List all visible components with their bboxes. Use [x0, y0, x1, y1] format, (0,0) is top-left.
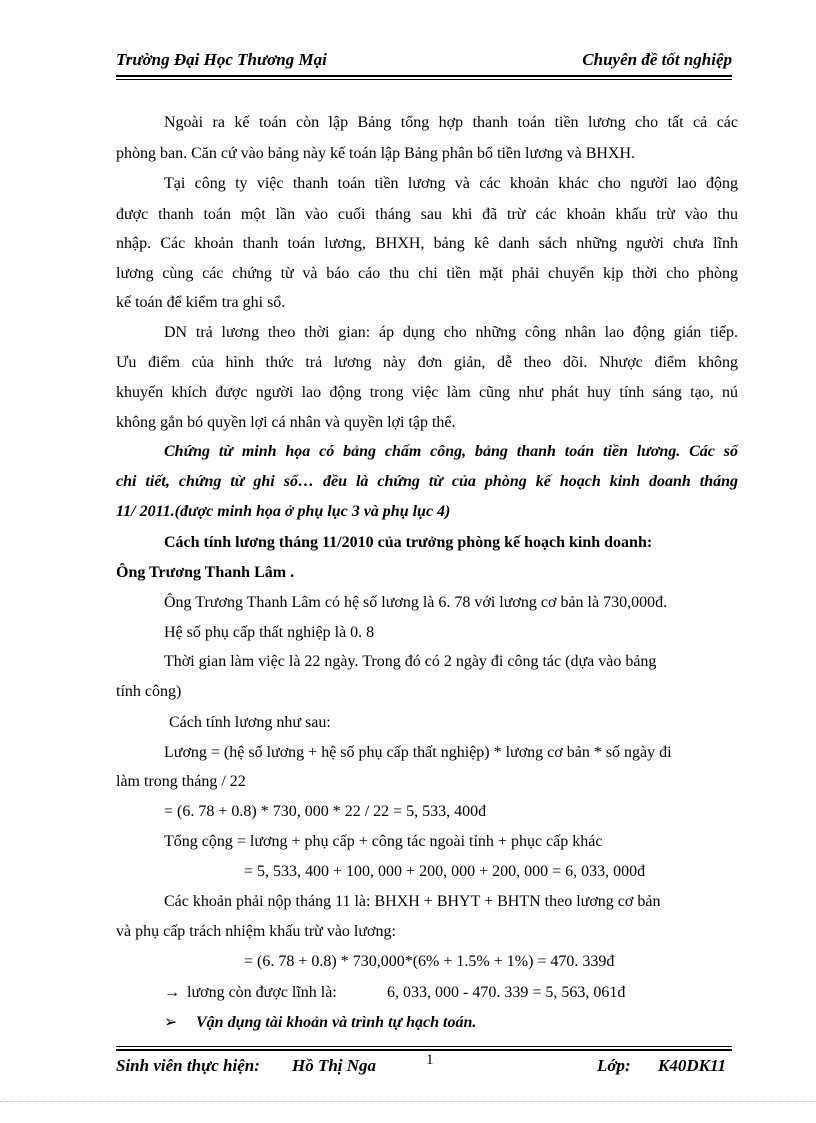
footer-class-value: K40DK11 [658, 1056, 727, 1075]
section-heading-name: Ông Trương Thanh Lâm . [116, 564, 295, 581]
text-line-emphasis: chi tiết, chứng từ ghi sổ… đều là chứng từ của phòng kế hoạch kinh doanh tháng [116, 473, 738, 490]
page-boundary [0, 1101, 816, 1102]
text-line-emphasis: 11/ 2011.(được minh họa ở phụ lục 3 và phụ lục 4) [116, 503, 451, 520]
text-line: được thanh toán một lần vào cuối tháng sau khi đã trừ các khoản khấu trừ vào thu [116, 206, 738, 223]
text-line: Ưu điểm của hình thức trả lương này đơn giản, dễ theo dõi. Nhược điểm không [116, 354, 738, 371]
text-line: nhập. Các khoản thanh toán lương, BHXH, bảng kê danh sách những người chưa lĩnh [116, 235, 738, 252]
text-line: lương còn được lĩnh là: [187, 984, 337, 1001]
footer-student-label: Sinh viên thực hiện: [116, 1056, 260, 1075]
header-document-type: Chuyên đề tốt nghiệp [582, 50, 732, 69]
formula-line: Tổng cộng = lương + phụ cấp + công tác ngoài tỉnh + phục cấp khác [164, 833, 603, 850]
text-line-emphasis: Chứng từ minh họa có bảng chấm công, bảng thanh toán tiền lương. Các sổ [164, 443, 738, 460]
text-line: kế toán để kiểm tra ghi sổ. [116, 294, 286, 311]
text-line: tính công) [116, 683, 182, 700]
page-number: 1 [426, 1052, 434, 1068]
text-line: Tại công ty việc thanh toán tiền lương và các khoản khác cho người lao động [164, 175, 738, 192]
text-line: và phụ cấp trách nhiệm khấu trừ vào lương: [116, 923, 396, 940]
text-line: Thời gian làm việc là 22 ngày. Trong đó có 2 ngày đi công tác (dựa vào bảng [164, 653, 657, 670]
arrow-icon: → [164, 984, 180, 1001]
text-line: lương cùng các chứng từ và báo cáo thu chi tiền mặt phải chuyển kịp thời cho phòng [116, 265, 738, 282]
text-line: Cách tính lương như sau: [169, 714, 331, 731]
header-rule [116, 75, 732, 77]
text-line: Ngoài ra kế toán còn lập Bảng tổng hợp thanh toán tiền lương cho tất cả các [164, 114, 738, 131]
footer-rule-thin [116, 1046, 732, 1047]
page-header [116, 48, 732, 74]
formula-line: 6, 033, 000 - 470. 339 = 5, 563, 061đ [387, 984, 626, 1001]
text-line: khuyến khích được người lao động trong việc làm cũng như phát huy tính sáng tạo, nú [116, 384, 738, 401]
formula-line: = (6. 78 + 0.8) * 730, 000 * 22 / 22 = 5, 533, 400đ [164, 803, 487, 820]
section-heading: Cách tính lương tháng 11/2010 của trưởng phòng kế hoạch kinh doanh: [164, 534, 653, 551]
text-line: phòng ban. Căn cứ vào bảng này kế toán lập Bảng phân bổ tiền lương và BHXH. [116, 145, 636, 162]
formula-line: = (6. 78 + 0.8) * 730,000*(6% + 1.5% + 1%) = 470. 339đ [244, 953, 615, 970]
subsection-heading: Vận dụng tài khoản và trình tự hạch toán. [196, 1014, 477, 1031]
formula-line: = 5, 533, 400 + 100, 000 + 200, 000 + 200, 000 = 6, 033, 000đ [244, 863, 646, 880]
text-line: Các khoản phải nộp tháng 11 là: BHXH + BHYT + BHTN theo lương cơ bản [164, 893, 661, 910]
footer-class-label: Lớp: [597, 1056, 631, 1075]
text-line: Hệ số phụ cấp thất nghiệp là 0. 8 [164, 624, 375, 641]
formula-line: làm trong tháng / 22 [116, 773, 246, 790]
header-university: Trường Đại Học Thương Mại [116, 50, 327, 69]
text-line: DN trả lương theo thời gian: áp dụng cho những công nhân lao động gián tiếp. [164, 324, 738, 341]
footer-rule [116, 1049, 732, 1051]
text-line: không gắn bó quyền lợi cá nhân và quyền lợi tập thể. [116, 414, 456, 431]
header-rule-thin [116, 79, 732, 80]
text-line: Ông Trương Thanh Lâm có hệ số lương là 6. 78 với lương cơ bản là 730,000đ. [164, 594, 668, 611]
bullet-arrow-icon: ➢ [164, 1014, 178, 1031]
footer-student-name: Hồ Thị Nga [292, 1056, 377, 1075]
formula-line: Lương = (hệ số lương + hệ số phụ cấp thất nghiệp) * lương cơ bản * số ngày đi [164, 744, 672, 761]
